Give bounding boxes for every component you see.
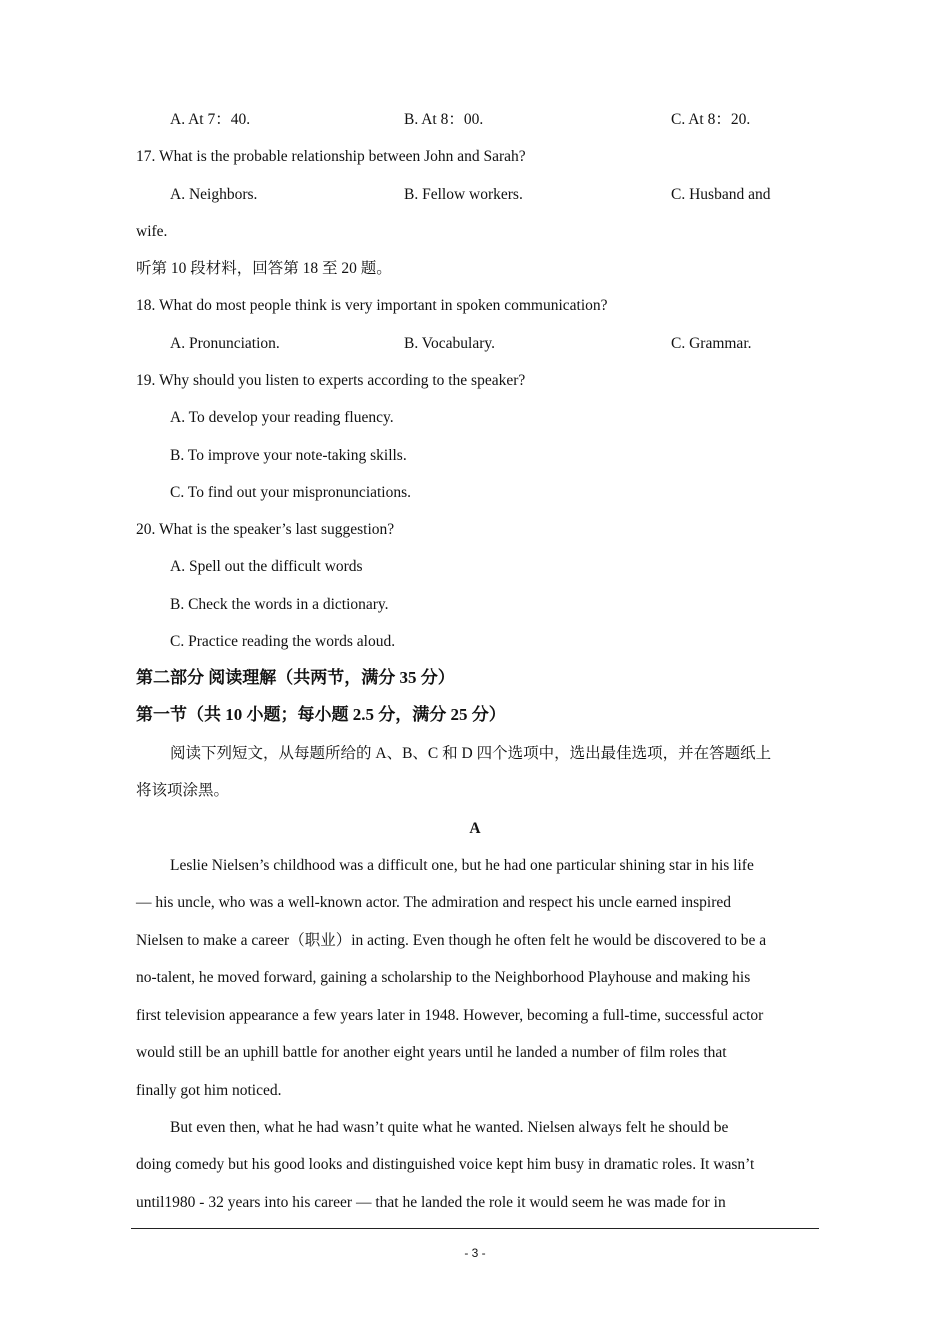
footer-rule	[131, 1228, 819, 1229]
q18-options	[0, 334, 950, 354]
q18-stem: 18. What do most people think is very important in spoken communication?	[136, 297, 608, 314]
q18-option-b: B. Vocabulary.	[404, 335, 495, 352]
q16-option-c: C. At 8：20.	[671, 111, 751, 128]
q20-stem: 20. What is the speaker’s last suggestion?	[136, 521, 395, 538]
page-number: - 3 -	[464, 1246, 486, 1260]
passage-line: finally got him noticed.	[136, 1082, 282, 1099]
q19-option-a: A. To develop your reading fluency.	[170, 409, 394, 426]
passage-line: would still be an uphill battle for another eight years until he landed a number of film roles that	[136, 1044, 727, 1061]
section-note: 听第 10 段材料，回答第 18 至 20 题。	[136, 260, 392, 277]
q17-stem: 17. What is the probable relationship between John and Sarah?	[136, 148, 526, 165]
passage-line: until1980 - 32 years into his career — that he landed the role it would seem he was made for in	[136, 1194, 726, 1211]
part2-heading: 第二部分 阅读理解（共两节，满分 35 分）	[136, 668, 455, 687]
q17-option-a: A. Neighbors.	[170, 186, 258, 203]
q19-stem: 19. Why should you listen to experts according to the speaker?	[136, 372, 526, 389]
passage-line: first television appearance a few years later in 1948. However, becoming a full-time, successful actor	[136, 1007, 764, 1024]
q17-option-b: B. Fellow workers.	[404, 186, 523, 203]
q20-option-b: B. Check the words in a dictionary.	[170, 596, 389, 613]
passage-line: — his uncle, who was a well-known actor. The admiration and respect his uncle earned inspired	[136, 894, 731, 911]
q18-option-a: A. Pronunciation.	[170, 335, 280, 352]
q19-option-c: C. To find out your mispronunciations.	[170, 484, 412, 501]
q16-option-b: B. At 8：00.	[404, 111, 484, 128]
instructions-line-2: 将该项涂黑。	[136, 782, 230, 799]
q20-option-a: A. Spell out the difficult words	[170, 558, 363, 575]
passage-line: no-talent, he moved forward, gaining a scholarship to the Neighborhood Playhouse and making his	[136, 969, 751, 986]
q18-option-c: C. Grammar.	[671, 335, 752, 352]
q16-option-a: A. At 7：40.	[170, 111, 251, 128]
passage-line: doing comedy but his good looks and distinguished voice kept him busy in dramatic roles. It wasn’t	[136, 1156, 755, 1173]
q17-option-c: C. Husband and	[671, 186, 771, 203]
passage-line: Nielsen to make a career（职业）in acting. Even though he often felt he would be discovered to be a	[136, 932, 767, 949]
q20-option-c: C. Practice reading the words aloud.	[170, 633, 396, 650]
section1-heading: 第一节（共 10 小题；每小题 2.5 分，满分 25 分）	[136, 705, 506, 724]
instructions-line-1: 阅读下列短文，从每题所给的 A、B、C 和 D 四个选项中，选出最佳选项，并在答题纸上	[170, 745, 772, 762]
q17-options	[0, 185, 950, 205]
passage-label: A	[469, 820, 481, 837]
q17-option-c-continued: wife.	[136, 223, 168, 240]
q19-option-b: B. To improve your note-taking skills.	[170, 447, 407, 464]
passage-line: Leslie Nielsen’s childhood was a difficult one, but he had one particular shining star in his life	[170, 857, 754, 874]
passage-line: But even then, what he had wasn’t quite what he wanted. Nielsen always felt he should be	[170, 1119, 729, 1136]
q16-options	[0, 110, 950, 130]
